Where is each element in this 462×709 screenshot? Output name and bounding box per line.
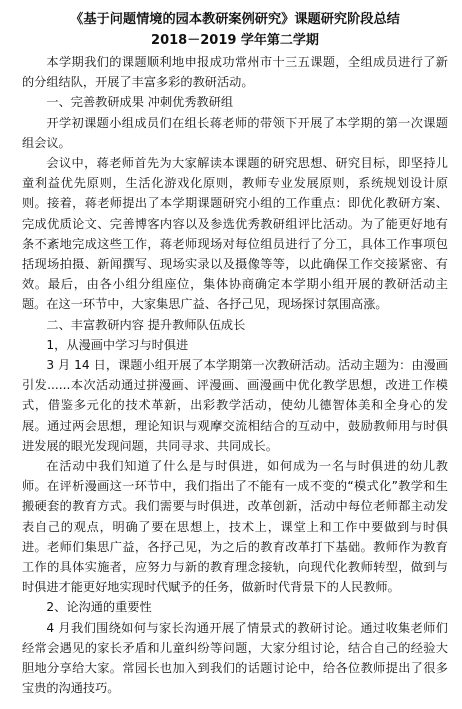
section2-heading: 二、丰富教研内容 提升教师队伍成长 [46, 317, 246, 332]
section1-paragraph-2: 会议中，蒋老师首先为大家解读本课题的研究思想、研究目标，即坚持儿童利益优先原则，生活化游戏化原则，教师专业发展原则，系统规划设计原则。接着，蒋老师提出了本学期课题研究小组的工作重点：即优化教研方案、完成优质论文、完善博客内容以及参选优秀教研组评比活动。为了能更好地有条不紊地完成这些工作，蒋老师现场对每位组员进行了分工，具体工作事项包括现场拍摄、新闻撰写、现场实录以及摄像等等，以此确保工作交接紧密、有效。最后，由各小组分组座位，集体协商确定本学期小组开展的教研活动主题。在这一环节中，大家集思广益、各抒己见，现场探讨氛围高涨。 [22, 156, 448, 312]
section1-paragraph-1: 开学初课题小组成员们在组长蒋老师的带领下开展了本学期的第一次课题组会议。 [22, 115, 448, 150]
section2-paragraph-1: 3 月 14 日，课题小组开展了本学期第一次教研活动。活动主题为：由漫画引发......本次活动通过拼漫画、评漫画、画漫画中优化教学思想，改进工作模式，借鉴多元化的技术革新，出彩教学活动，使幼儿德智体美和全身心的发展。通过两会思想，理论知识与观摩交流相结合的互动中，鼓励教师用与时俱进发展的眼光发现问题，共同寻求、共同成长。 [22, 358, 448, 453]
section2-subheading-2: 2、论沟通的重要性 [46, 600, 152, 615]
section2-paragraph-3: 4 月我们围绕如何与家长沟通开展了情景式的教研讨论。通过收集老师们经常会遇见的家长矛盾和儿童纠纷等问题，大家分组讨论，结合自己的经验大胆地分享给大家。常园长也加入到我们的话题讨论中，给各位教师提出了很多宝贵的沟通技巧。 [22, 620, 448, 696]
section1-heading: 一、完善教研成果 冲刺优秀教研组 [46, 95, 234, 110]
section2-paragraph-2: 在活动中我们知道了什么是与时俱进，如何成为一名与时俱进的幼儿教师。在评析漫画这一环节中，我们指出了不能有一成不变的“模式化”教学和生搬硬套的教育方式。我们需要与时俱进，改革创新，活动中每位老师都主动发表自己的观点，明确了要在思想上，技术上，课堂上和工作中要做到与时俱进。老师们集思广益，各抒己见，为之后的教育改革打下基础。教师作为教育工作的具体实施者，应努力与新的教育理念接轨，向现代化教师转型，做到与时俱进才能更好地实现时代赋予的任务，做新时代背景下的人民教师。 [22, 459, 448, 595]
section2-subheading-1: 1，从漫画中学习与时俱进 [46, 337, 189, 352]
intro-paragraph: 本学期我们的课题顺利地申报成功常州市十三五课题，全组成员进行了新的分组结队，开展了丰富多彩的教研活动。 [22, 55, 448, 90]
document-subtitle: 2018－2019 学年第二学期 [151, 33, 319, 48]
document-title: 《基于问题情境的园本教研案例研究》课题研究阶段总结 [70, 12, 400, 27]
